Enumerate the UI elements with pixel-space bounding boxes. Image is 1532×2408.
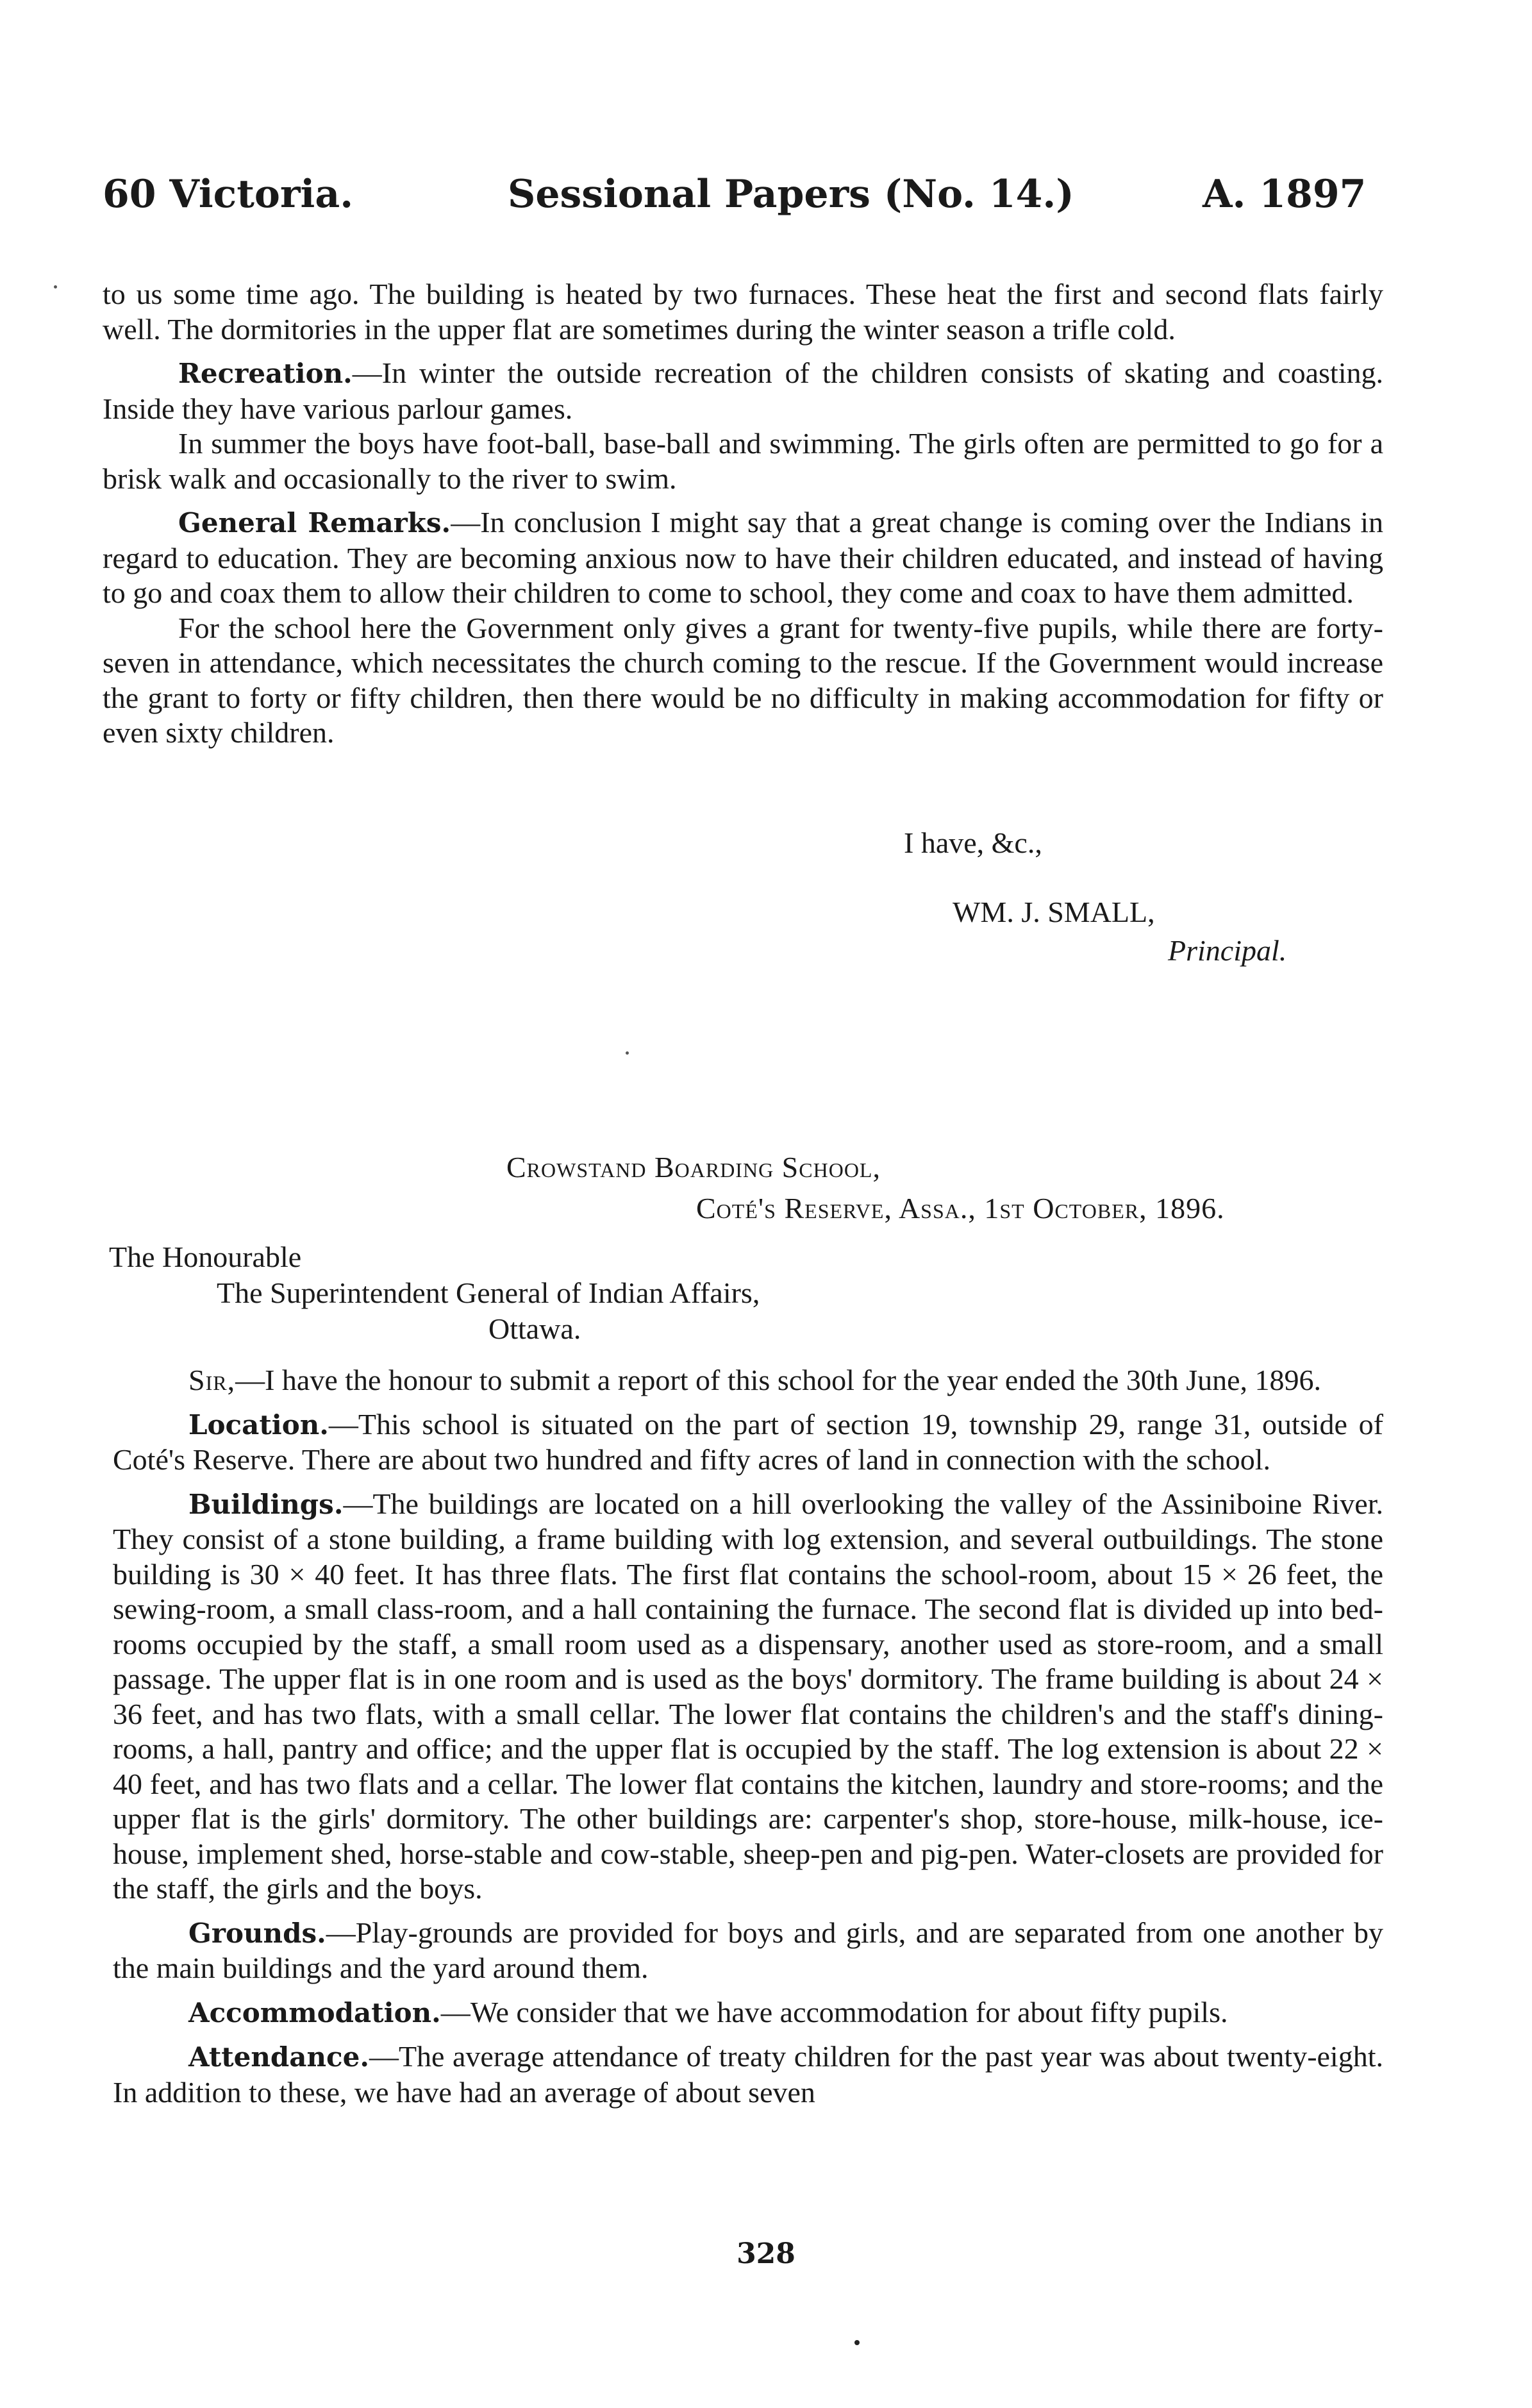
text-attendance: —The average attendance of treaty children for the past year was about twenty-eight. In addition to these, we have had an average of about seven <box>113 2040 1383 2109</box>
paragraph-introduction <box>113 1363 1383 1398</box>
paragraph-attendance <box>113 2039 1383 2110</box>
paper-speck <box>54 285 57 288</box>
paper-speck <box>626 1051 629 1055</box>
text-buildings: —The buildings are located on a hill overlooking the valley of the Assiniboine River. They consist of a stone building, a frame building with log extension, and several outbuildings. The stone building is 30 × 40 feet. It has three flats. The first flat contains the school-room, about 15 × 26 feet, the sewing-room, a small class-room, and a hall containing the furnace. The second flat is divided up into bed-rooms occupied by the staff, a small room used as a dispensary, another used as store-room, and a small passage. The upper flat is in one room and is used as the boys' dormitory. The frame building is about 24 × 36 feet, and has two flats, with a small cellar. The lower flat contains the children's and the staff's dining-rooms, a hall, pantry and office; and the upper flat is occupied by the staff. The log extension is about 22 × 40 feet, and has two flats and a cellar. The lower flat contains the kitchen, laundry and store-rooms; and the upper flat is the girls' dormitory. The other buildings are: carpenter's shop, store-house, milk-house, ice-house, implement shed, horse-stable and cow-stable, sheep-pen and pig-pen. Water-closets are provided for the staff, the girls and the boys. <box>113 1487 1383 1905</box>
text-grounds: —Play-grounds are provided for boys and girls, and are separated from one another by the main buildings and the yard around them. <box>113 1916 1383 1984</box>
text-recreation: —In winter the outside recreation of the children consists of skating and coasting. Inside they have various parlour games. <box>103 356 1383 425</box>
report-continuation <box>103 277 1383 751</box>
heading-buildings: Buildings. <box>188 1488 344 1520</box>
header-session: 60 Victoria. <box>103 172 354 217</box>
paragraph-buildings <box>113 1487 1383 1907</box>
heading-general-remarks: General Remarks. <box>178 507 451 539</box>
heading-attendance: Attendance. <box>188 2041 369 2073</box>
paragraph-grounds <box>113 1916 1383 1986</box>
header-year: A. 1897 <box>1203 172 1367 217</box>
paragraph-recreation <box>103 356 1383 426</box>
running-header <box>0 172 1532 223</box>
paragraph-grant: For the school here the Government only gives a grant for twenty-five pupils, while there are forty-seven in attendance, which necessitates the church coming to the rescue. If the Government would increase the grant to forty or fifty children, then there would be no difficulty in making accommodation for fifty or even sixty children. <box>103 611 1383 749</box>
addressee-line-3: Ottawa. <box>488 1312 581 1345</box>
paragraph-accommodation <box>113 1995 1383 2031</box>
text-introduction: —I have the honour to submit a report of this school for the year ended the 30th June, 1896. <box>235 1364 1322 1396</box>
heading-recreation: Recreation. <box>178 358 353 389</box>
header-publication: Sessional Papers (No. 14.) <box>508 172 1074 217</box>
text-location: —This school is situated on the part of section 19, township 29, range 31, outside of Coté's Reserve. There are about two hundred and fifty acres of land in connection with the school. <box>113 1407 1383 1476</box>
heading-location: Location. <box>188 1409 329 1441</box>
paragraph-summer: In summer the boys have foot-ball, base-ball and swimming. The girls often are permitted to go for a brisk walk and occasionally to the river to swim. <box>103 427 1383 495</box>
text-general-remarks: —In conclusion I might say that a great change is coming over the Indians in regard to education. They are becoming anxious now to have their children educated, and instead of having to go and coax them to allow their children to come to school, they come and coax to have them admitted. <box>103 506 1383 609</box>
heading-grounds: Grounds. <box>188 1917 326 1949</box>
addressee-line-2: The Superintendent General of Indian Affairs, <box>217 1276 760 1309</box>
signature-name: WM. J. SMALL, <box>953 896 1155 928</box>
salutation: Sir, <box>188 1364 236 1396</box>
page-number: 328 <box>737 2237 795 2270</box>
crowstand-report <box>113 1363 1383 2110</box>
paragraph-location <box>113 1407 1383 1478</box>
paper-speck <box>854 2340 860 2345</box>
paragraph-general-remarks <box>103 505 1383 611</box>
signature-title: Principal. <box>1168 934 1287 967</box>
closing-formula: I have, &c., <box>904 826 1042 859</box>
heading-accommodation: Accommodation. <box>188 1996 441 2028</box>
addressee-line-1: The Honourable <box>109 1241 302 1273</box>
school-name: Crowstand Boarding School, <box>506 1151 881 1183</box>
place-and-date: Coté's Reserve, Assa., 1st October, 1896. <box>696 1192 1225 1225</box>
text-accommodation: —We consider that we have accommodation for about fifty pupils. <box>440 1995 1228 2028</box>
paragraph-heating: to us some time ago. The building is heated by two furnaces. These heat the first and second flats fairly well. The dormitories in the upper flat are sometimes during the winter season a trifle cold. <box>103 278 1383 346</box>
